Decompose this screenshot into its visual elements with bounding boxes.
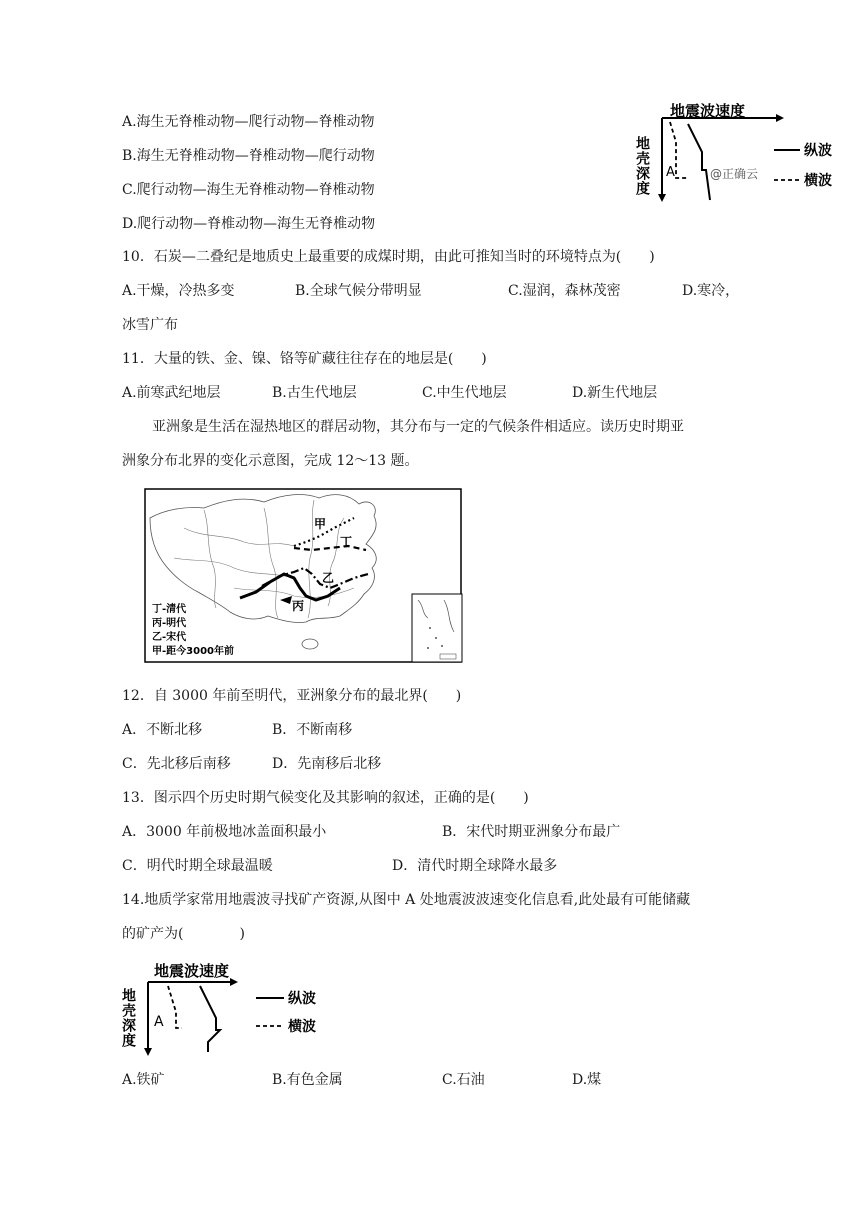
q11-option-d: D.新生代地层 [572, 385, 658, 401]
q9-option-c: C.爬行动物—海生无脊椎动物—脊椎动物 [122, 182, 375, 198]
q12-stem: 12．自 3000 年前至明代，亚洲象分布的最北界( ) [122, 688, 462, 704]
q11-option-b: B.古生代地层 [272, 385, 357, 401]
map-label-jia: 甲 [314, 517, 327, 531]
q9-option-a: A.海生无脊椎动物—爬行动物—脊椎动物 [122, 114, 375, 130]
q14-stem-line-2: 的矿产为( ) [122, 926, 245, 942]
q10-option-c: C.湿润，森林茂密 [508, 283, 621, 299]
seismic-large-legend-s: 横波 [288, 1019, 316, 1035]
map-legend-jia: 甲-距今3000年前 [152, 646, 234, 657]
q12-option-c: C．先北移后南移 [122, 756, 231, 772]
map-label-bing: 丙 [292, 599, 305, 613]
seismic-small-title: 地震波速度 [670, 102, 746, 120]
q14-option-c: C.石油 [442, 1072, 485, 1088]
map-legend-bing: 丙-明代 [152, 618, 187, 629]
map-label-ding: 丁 [340, 535, 353, 549]
q11-option-a: A.前寒武纪地层 [122, 385, 221, 401]
q14-option-a: A.铁矿 [122, 1072, 165, 1088]
q13-option-b: B．宋代时期亚洲象分布最广 [442, 824, 621, 840]
seismic-small-watermark: @正确云 [710, 167, 759, 181]
passage-line-2: 洲象分布北界的变化示意图，完成 12～13 题。 [122, 453, 419, 469]
q10-stem: 10．石炭—二叠纪是地质史上最重要的成煤时期，由此可推知当时的环境特点为( ) [122, 249, 655, 265]
seismic-small-legend-p: 纵波 [804, 143, 832, 159]
q12-option-d: D．先南移后北移 [272, 756, 382, 772]
q13-option-d: D．清代时期全球降水最多 [392, 858, 558, 874]
q13-stem: 13．图示四个历史时期气候变化及其影响的叙述，正确的是( ) [122, 790, 529, 806]
q13-option-c: C．明代时期全球最温暖 [122, 858, 273, 874]
q10-option-a: A.干燥，冷热多变 [122, 283, 235, 299]
q11-option-c: C.中生代地层 [422, 385, 507, 401]
seismic-figure-small [636, 104, 846, 206]
q9-option-d: D.爬行动物—脊椎动物—海生无脊椎动物 [122, 216, 376, 232]
seismic-small-point-a: A [666, 165, 675, 180]
map-legend-yi: 乙-宋代 [152, 632, 187, 643]
asian-elephant-map [144, 488, 462, 663]
q14-option-d: D.煤 [572, 1072, 602, 1088]
q10-option-d: D.寒冷， [682, 283, 740, 299]
seismic-large-ylabel: 地壳深度 [120, 988, 136, 1048]
seismic-small-ylabel: 地壳深度 [634, 136, 650, 196]
q9-option-b: B.海生无脊椎动物—脊椎动物—爬行动物 [122, 148, 375, 164]
q12-option-b: B．不断南移 [272, 722, 353, 738]
q13-option-a: A．3000 年前极地冰盖面积最小 [122, 824, 327, 840]
q10-option-d-continued: 冰雪广布 [122, 317, 178, 333]
q10-option-b: B.全球气候分带明显 [295, 283, 422, 299]
map-legend-ding: 丁-清代 [152, 604, 187, 615]
seismic-figure-large [120, 958, 360, 1058]
q14-stem-line-1: 14.地质学家常用地震波寻找矿产资源,从图中 A 处地震波波速变化信息看,此处最有可能储藏 [122, 892, 691, 908]
seismic-small-legend-s: 横波 [804, 173, 832, 189]
q14-option-b: B.有色金属 [272, 1072, 343, 1088]
seismic-large-point-a: A [154, 1014, 164, 1030]
seismic-large-title: 地震波速度 [154, 962, 230, 980]
q12-option-a: A．不断北移 [122, 722, 203, 738]
map-label-yi: 乙 [322, 571, 335, 585]
q11-stem: 11．大量的铁、金、镍、铬等矿藏往往存在的地层是( ) [122, 351, 487, 367]
seismic-large-legend-p: 纵波 [288, 991, 316, 1007]
passage-line-1: 亚洲象是生活在湿热地区的群居动物，其分布与一定的气候条件相适应。读历史时期亚 [152, 419, 684, 435]
